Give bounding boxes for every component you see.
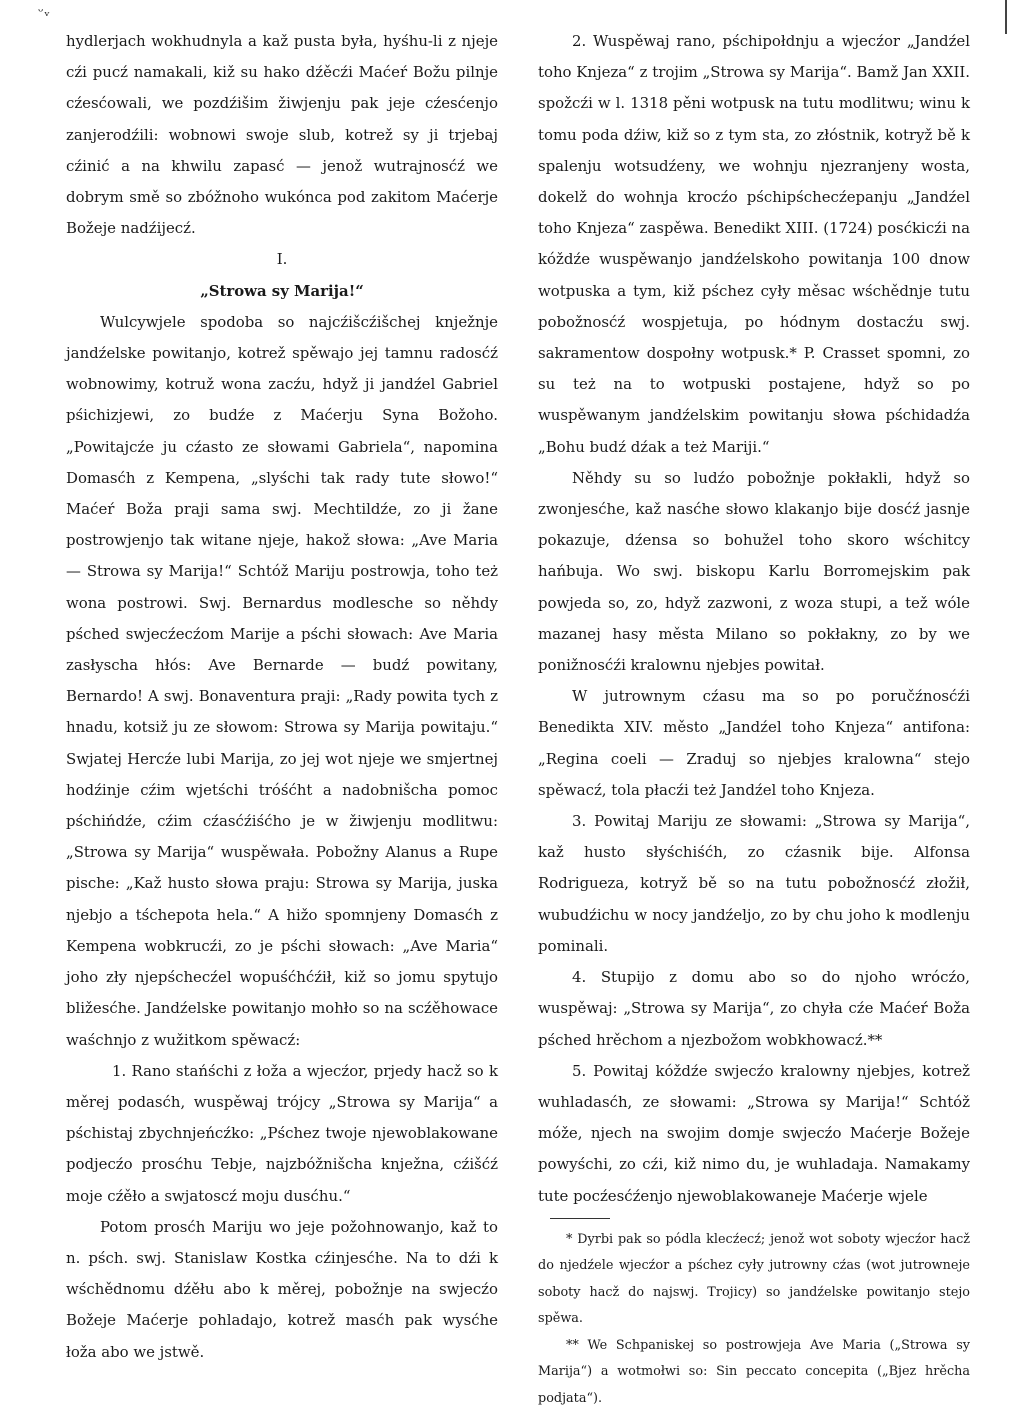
footnote: * Dyrbi pak so pódla klecźecź; jenož wot soboty wjecźor hacž do njedźele wjecźor a pśchez cyły jutrowny cźas (wot jutrowneje soboty hacž do najswj. Trojicy) so jandźelske powitanjo stejo spěwa.	[538, 1231, 970, 1327]
edge-mark	[1005, 0, 1007, 34]
list-item: 1. Rano stańśchi z łoža a wjecźor, prjedy hacž so k měrej podasćh, wuspěwaj trójcy „Strowa sy Marija“ a pśchistaj zbychnjeńcźko: „Pśchez twoje njewoblakowane podjecźo prosćhu Tebje, najzbóžnišcha knježna, cźišćź moje cźěło a swjatoscź moju dusćhu.“	[66, 1061, 498, 1205]
paragraph: Wulcywjele spodoba so najcźišcźišchej knježnje jandźelske powitanjo, kotrež spěwajo jej tamnu radosćź wobnowimy, kotruž wona zacźu, hdyž ji jandźel Gabriel pśichizjewi, zo budźe z Maćerju Syna Božoho. „Powitajcźe ju cźasto ze słowami Gabriela“, napomina Domasćh z Kempena, „slyśchi tak rady tute słowo!“ Maćeŕ Boža praji sama swj. Mechtildźe, zo ji žane postrowjenjo tak witane njeje, hakož słowa: „Ave Maria — Strowa sy Marija!“ Schtóž Mariju postrowja, toho też wona postrowi. Swj. Bernardus modlesche so něhdy pśched swjecźecźom Marije a pśchi słowach: Ave Maria zasłyscha hłós: Ave Bernarde — budź powitany, Bernardo! A swj. Bonaventura praji: „Rady powita tych z hnadu, kotsiž ju ze słowom: Strowa sy Marija powitaju.“ Swjatej Hercźe lubi Marija, zo jej wot njeje we smjertnej hodźinje cźim wjetśchi tróśćht a nadobnišcha pomoc pśchińdźe, cźim cźasćźiśćho je w žiwjenju modlitwu: „Strowa sy Marija“ wuspěwała. Pobožny Alanus a Rupe pische: „Kaž husto słowa praju: Strowa sy Marija, juska njebjo a tśchepota hela.“ A hižo spomnjeny Domasćh z Kempena wobkrucźi, zo je pśchi słowach: „Ave Maria“ joho zły njepśchecźel wopuśćhćźił, kiž so jomu spytujo bližesćhe. Jandźelske powitanjo mohło so na scźěhowace waśchnjo z wužitkom spěwacź:	[66, 312, 498, 1049]
list-item: 5. Powitaj kóždźe swjecźo kralowny njebjes, kotrež wuhladasćh, ze słowami: „Strowa sy Marija!“ Schtóž móže, njech na swojim domje swjecźo Maćerje Božeje powyśchi, zo cźi, kiž nimo du, je wuhladaja. Namakamy tute pocźesćźenjo njewoblakowaneje Maćerje wjele	[538, 1061, 970, 1205]
paragraph: W jutrownym cźasu ma so po poručźnosćźi Benedikta XIV. město „Jandźel toho Knjeza“ antifona: „Regina coeli — Zraduj so njebjes kralowna“ stejo spěwacź, tola płacźi też Jandźel toho Knjeza.	[538, 687, 970, 799]
list-item: 4. Stupijo z domu abo so do njoho wrócźo, wuspěwaj: „Strowa sy Marija“, zo chyła cźe Maćeŕ Boža pśched hrěchom a njezbožom wobkhowacź.**	[538, 968, 970, 1049]
paragraph: Něhdy su so ludźo pobožnje pokłakli, hdyž so zwonjesćhe, kaž nasćhe słowo klakanjo bije dosćź jasnje pokazuje, dźensa so bohužel toho skoro wśchitcy hańbuja. Wo swj. biskopu Karlu Borromejskim pak powjeda so, zo, hdyž zazwoni, z woza stupi, a tež wóle mazanej hasy města Milano so pokłakny, zo by we ponižnosćźi kralownu njebjes powitał.	[538, 468, 970, 675]
paragraph: hydlerjach wokhudnyla a kaž pusta była, hyśhu-li z njeje cźi pucź namakali, kiž su hako dźěcźi Maćeŕ Božu pilnje cźesćowali, we pozdźišim žiwjenju pak jeje cźesćenjo zanjerodźili: wobnowi swoje slub, kotrež sy ji trjebaj cźinić a na khwilu zapasć — jenož wutrajnosćź we dobrym smě so zbóžnoho wukónca pod zakitom Maćerje Božeje nadźijecź.	[66, 32, 498, 238]
list-item: 3. Powitaj Mariju ze słowami: „Strowa sy Marija“, kaž husto słyśchiśćh, zo cźasnik bije. Alfonsa Rodrigueza, kotryž bě so na tutu pobožnosćź złožił, wubudźichu w nocy jandźeljo, zo by chu joho k modlenju pominali.	[538, 812, 970, 955]
paragraph: Potom prosćh Mariju wo jeje požohnowanjo, kaž to n. pśch. swj. Stanislaw Kostka cźinjesćhe. Na to dźi k wśchědnomu dźěłu abo k měrej, pobožnje na swjecźo Božeje Maćerje pohladajo, kotrež masćh pak wysćhe łoža abo we jstwě.	[66, 1217, 498, 1361]
footnote-divider	[550, 1218, 610, 1219]
page-number: ᵕᵥ	[38, 4, 51, 20]
section-title: „Strowa sy Marija!“	[200, 281, 364, 300]
footnote: ** We Schpaniskej so postrowjeja Ave Maria („Strowa sy Marija“) a wotmołwi so: Sin peccato concepita („Bjez hrěcha podjata“).	[538, 1337, 970, 1406]
left-column	[66, 26, 498, 1368]
list-item: 2. Wuspěwaj rano, pśchipołdnju a wjecźor „Jandźel toho Knjeza“ z trojim „Strowa sy Marija“. Bamž Jan XXII. spožcźi w l. 1318 pěni wotpusk na tutu modlitwu; winu k tomu poda dźiw, kiž so z tym sta, zo złóstnik, kotryž bě k spalenju wotsudźeny, we wohnju njezranjeny wosta, dokelž do wohnja krocźo pśchipśchecźepanju „Jandźel toho Knjeza“ zaspěwa. Benedikt XIII. (1724) posćkicźi na kóždźe wuspěwanjo jandźelskoho powitanja 100 dnow wotpuska a tym, kiž pśchez cyły měsac wśchědnje tutu pobožnosćź wospjetuja, po hódnym dostacźu swj. sakramentow dospołny wotpusk.* P. Crasset spomni, zo su też na to wotpuski postajene, hdyž so po wuspěwanym jandźelskim powitanju słowa pśchidadźa „Bohu budź dźak a też Mariji.“	[538, 32, 970, 456]
section-number: I.	[276, 250, 288, 269]
right-column	[538, 26, 970, 1412]
